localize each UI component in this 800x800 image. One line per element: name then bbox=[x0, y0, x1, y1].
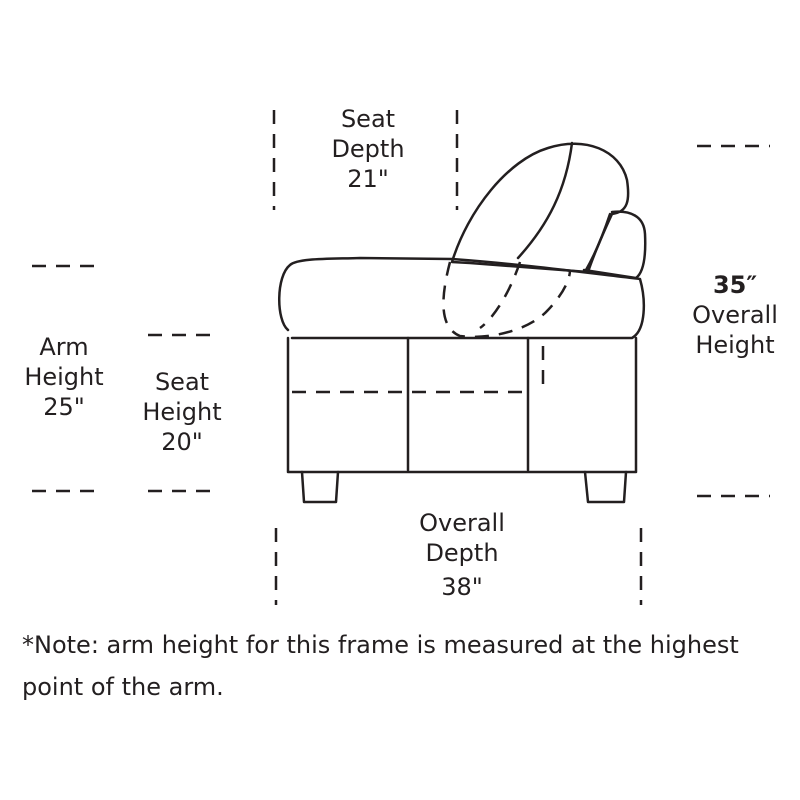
rear-leg bbox=[585, 472, 626, 502]
back-cushion-seam bbox=[518, 143, 572, 258]
arm-height-note: *Note: arm height for this frame is measured at the highest point of the arm. bbox=[22, 631, 739, 701]
back-cushion bbox=[452, 144, 628, 272]
overall-depth-label: Overall Depth 38" bbox=[419, 509, 505, 601]
front-leg bbox=[302, 472, 338, 502]
chair-body bbox=[288, 338, 636, 472]
rear-bolster bbox=[584, 212, 645, 278]
back-cushion-seam-2 bbox=[586, 214, 610, 270]
arm-height-label: Arm Height 25" bbox=[24, 333, 104, 421]
seat-depth-label: Seat Depth 21" bbox=[331, 105, 405, 193]
overall-height-label: 35″ Overall Height bbox=[692, 271, 778, 359]
seat-height-label: Seat Height 20" bbox=[142, 368, 222, 456]
back-hidden-curve-2 bbox=[480, 262, 520, 328]
back-hidden-curve bbox=[443, 262, 570, 337]
